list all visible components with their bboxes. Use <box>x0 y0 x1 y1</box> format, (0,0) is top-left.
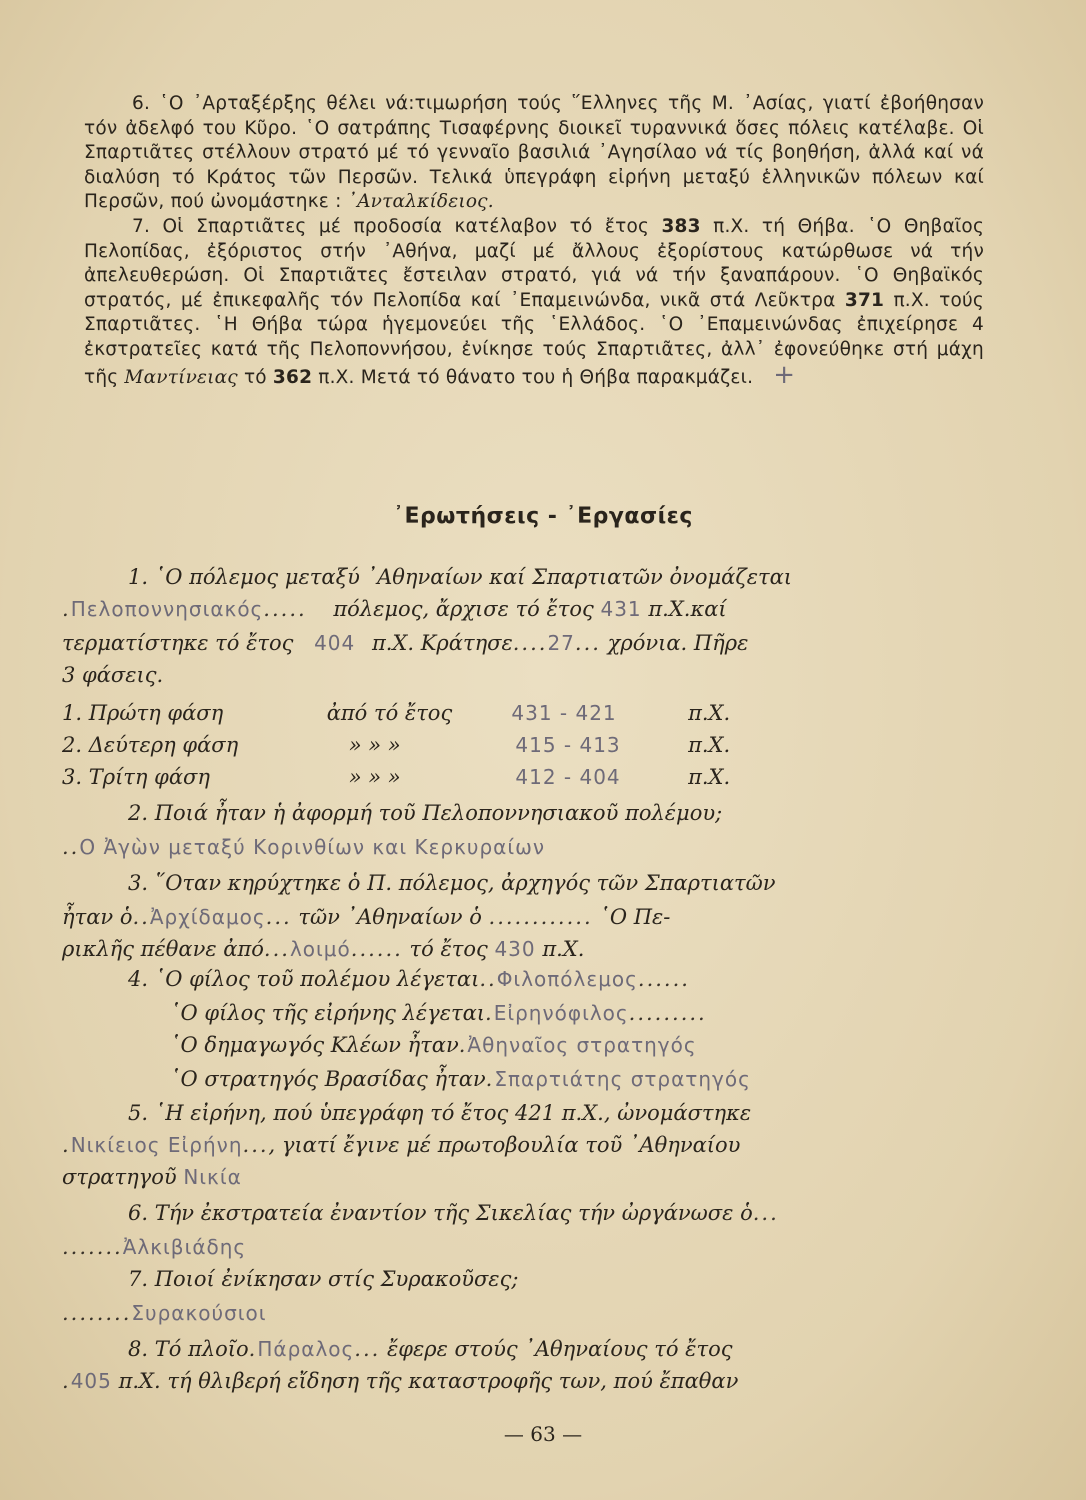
handwritten-answer[interactable]: Πάραλος <box>257 1337 355 1361</box>
section-title: ᾿Ερωτήσεις - ᾿Εργασίες <box>393 504 693 529</box>
handwritten-answer[interactable]: Ἀθηναῖος στρατηγός <box>467 1033 697 1057</box>
anthalkidios-term: ᾿Ανταλκίδειος. <box>347 191 494 213</box>
q2-answer-line <box>62 832 982 862</box>
blank-dots: . <box>485 1067 495 1091</box>
p7-text: 7. Οἱ Σπαρτιᾶτες μέ προδοσία κατέλαβον τό ἔτος <box>132 215 650 237</box>
p7-text: θάνατο του ἡ Θήβα παρακμάζει. <box>445 366 754 388</box>
blank-dots: . <box>458 1033 468 1057</box>
blank-dots: ....... <box>62 1235 123 1259</box>
q1-line-3 <box>62 628 982 658</box>
handwritten-answer[interactable]: 430 <box>494 937 536 961</box>
q1-line-2 <box>62 594 982 624</box>
p7-text: νά τήν ἀπελευθερώση. Οἱ Σπαρτιᾶτες ἔστειλαν στρατό, γιά νά τήν ξαναπάρουν. <box>84 240 984 287</box>
handwritten-answer[interactable]: Φιλοπόλεμος <box>496 967 638 991</box>
q4-line-3 <box>170 1030 1086 1060</box>
p7-text: Θηβαῖος Πελοπίδας, ἐξόριστος στήν ᾿Αθήνα, μαζί μέ ἄλλους ἐξορίστους κατώρθωσε <box>84 215 984 262</box>
year-383: 383 <box>661 215 701 237</box>
q1-text: χρόνια. Πῆρε <box>607 631 749 655</box>
blank-dots: . <box>62 1133 71 1157</box>
handwritten-answer[interactable]: Νικία <box>183 1165 242 1189</box>
phase-label: 3. Τρίτη φάση <box>62 765 210 789</box>
phase-px: π.Χ. <box>688 701 731 725</box>
q7-answer-line <box>62 1298 982 1328</box>
phase-label: 1. Πρώτη φάση <box>62 701 224 725</box>
q5-line-1 <box>128 1098 1048 1128</box>
q2-text: 2. Ποιά ἦταν ἡ ἀφορμή τοῦ Πελοποννησιακοῦ πολέμου; <box>128 801 723 825</box>
q4-text: ῾Ο στρατηγός Βρασίδας ἦταν <box>170 1067 486 1091</box>
p7-text: τό <box>243 366 267 388</box>
handwritten-answer[interactable]: Ἀλκιβιάδης <box>122 1235 247 1259</box>
blank-dots: .... <box>512 631 548 655</box>
q4-line-4 <box>170 1064 1086 1094</box>
p7-text: π.Χ. τούς Σπαρτιᾶτες. ῾Η Θήβα τώρα ἡγεμονεύει τῆς ῾Ελλάδος. ῾Ο <box>84 289 984 336</box>
q4-text: ῾Ο δημαγωγός Κλέων ἦταν <box>170 1033 459 1057</box>
page-number: — 63 — <box>503 1422 583 1446</box>
q1-line-4 <box>62 660 982 690</box>
q1-text: 1. ῾Ο πόλεμος μεταξύ ᾿Αθηναίων καί Σπαρτιατῶν ὀνομάζεται <box>128 565 793 589</box>
q8-line-2 <box>62 1366 982 1396</box>
blank-dots: ... <box>354 1337 381 1361</box>
phase-label: 2. Δεύτερη φάση <box>62 733 239 757</box>
blank-dots: .. <box>132 905 150 929</box>
q4-line-2 <box>170 998 1086 1028</box>
blank-dots: . <box>62 1369 71 1393</box>
handwritten-answer[interactable]: Πελοποννησιακός <box>70 597 264 621</box>
q8-text: ἔφερε στούς ᾿Αθηναίους τό ἔτος <box>387 1337 733 1361</box>
handwritten-answer[interactable]: 404 <box>314 631 356 655</box>
q3-text: 3. ῞Οταν κηρύχτηκε ὁ Π. πόλεμος, ἀρχηγός τῶν Σπαρτιατῶν <box>128 871 776 895</box>
q8-line-1 <box>128 1334 1048 1364</box>
ditto-marks: » » » <box>348 765 401 789</box>
q3-line-3 <box>62 934 982 964</box>
q4-text: ῾Ο φίλος τῆς εἰρήνης λέγεται <box>170 1001 485 1025</box>
q8-text: π.Χ. τή θλιβερή εἴδηση τῆς καταστροφῆς των, πού ἔπαθαν <box>118 1369 739 1393</box>
q4-line-1 <box>128 964 1048 994</box>
phase-3-row <box>62 762 982 792</box>
q1-line-1 <box>128 562 1048 592</box>
blank-dots: .. <box>62 835 80 859</box>
q3-line-1 <box>128 868 1048 898</box>
blank-dots: ... <box>263 937 290 961</box>
q7-text: 7. Ποιοί ἐνίκησαν στίς Συρακοῦσες; <box>128 1267 519 1291</box>
blank-dots: ......... <box>628 1001 707 1025</box>
q5-line-2 <box>62 1130 982 1160</box>
mantineia-term: Μαντίνειας <box>124 366 238 388</box>
blank-dots: ...... <box>350 937 403 961</box>
q1-text: τερματίστηκε τό ἔτος <box>62 631 294 655</box>
ditto-marks: » » » <box>348 733 401 757</box>
p6-line: 6. ῾Ο ᾿Αρταξέρξης θέλει νά:τιμωρήση τούς ῞Ελληνες τῆς Μ. ᾿Ασίας, γιατί <box>132 93 871 114</box>
p6-line: ὑπεγράφη εἰρήνη μεταξύ ἑλληνικῶν πόλεων καί Περσῶν, πού ὠνομάστηκε : <box>84 166 984 213</box>
blank-dots: . <box>485 1001 494 1025</box>
q5-text: 5. ῾Η εἰρήνη, πού ὑπεγράφη τό ἔτος 421 π.Χ., ὠνομάστηκε <box>128 1101 752 1125</box>
q3-text: ρικλῆς πέθανε ἀπό <box>62 937 264 961</box>
q3-line-2 <box>62 902 982 932</box>
q5-text: στρατηγοῦ <box>62 1165 177 1189</box>
q1-text: πόλεμος, ἄρχισε τό ἔτος <box>333 597 594 621</box>
blank-dots: ............ <box>488 905 593 929</box>
q7-line <box>128 1264 1048 1294</box>
blank-dots: .. <box>479 967 497 991</box>
q3-text: τό ἔτος <box>409 937 488 961</box>
phase-px: π.Χ. <box>688 765 731 789</box>
handwritten-answer[interactable]: Νικίειος Εἰρήνη <box>70 1133 243 1157</box>
handwritten-answer[interactable]: 412 - 404 <box>515 765 621 789</box>
q3-text: ῾Ο Πε- <box>599 905 671 929</box>
q6-text: 6. Τήν ἐκστρατεία ἐναντίον τῆς Σικελίας τήν ὠργάνωσε ὁ <box>128 1201 753 1225</box>
q6-answer-line <box>62 1232 982 1262</box>
blank-dots: ... <box>265 905 292 929</box>
handwritten-answer[interactable]: Ἀρχίδαμος <box>149 905 266 929</box>
p7-text: ῾Ο Θηβαϊκός στρατός, μέ ἐπικεφαλῆς τόν Πελοπίδα καί ᾿Επαμεινώνδα, νικᾶ στά <box>84 265 984 311</box>
blank-dots: ........ <box>62 1301 132 1325</box>
p7-text: π.Χ. Μετά τό <box>318 366 440 388</box>
phase-1-row <box>62 698 982 728</box>
handwritten-answer[interactable]: Σπαρτιάτης στρατηγός <box>494 1067 751 1091</box>
q5-text: , γιατί ἔγινε μέ πρωτοβουλία τοῦ ᾿Αθηναίου <box>268 1133 741 1157</box>
q1-text: π.Χ.καί <box>648 597 727 621</box>
p6-line: ᾿Αγησίλαο νά τίς βοηθήση, ἀλλά καί νά διαλύση τό Κράτος τῶν Περσῶν. Τελικά <box>84 142 984 188</box>
blank-dots: ... <box>752 1201 779 1225</box>
q1-text: π.Χ. Κράτησε <box>371 631 513 655</box>
blank-dots: ...... <box>637 967 690 991</box>
handwritten-answer[interactable]: Εἰρηνόφιλος <box>493 1001 629 1025</box>
handwritten-answer[interactable]: λοιμό <box>289 937 351 961</box>
blank-dots: ... <box>574 631 601 655</box>
q3-text: τῶν ᾿Αθηναίων ὁ <box>298 905 482 929</box>
handwritten-answer[interactable]: Συρακούσιοι <box>131 1301 267 1325</box>
handwritten-answer[interactable]: 415 - 413 <box>515 733 621 757</box>
end-cross-mark: + <box>773 359 796 390</box>
q6-line-1 <box>128 1198 1048 1228</box>
year-371: 371 <box>844 289 885 311</box>
p7-text: ᾿Επαμεινώνδας ἐπιχείρησε 4 ἐκστρατεῖες κατά τῆς Πελοποννήσου, ἐνίκησε τούς <box>84 314 984 360</box>
paragraph-6 <box>84 92 984 215</box>
q8-text: 8. Τό πλοῖο <box>128 1337 249 1361</box>
handwritten-answer[interactable]: 27 <box>547 631 575 655</box>
handwritten-answer[interactable]: 405 <box>70 1369 112 1393</box>
p6-line: πόλεις κατέλαβε. Οἱ Σπαρτιᾶτες στέλλουν στρατό μέ τό γενναῖο βασιλιά <box>84 117 984 164</box>
q3-text: π.Χ. <box>542 937 585 961</box>
paragraph-7 <box>84 215 984 390</box>
q5-line-3 <box>62 1162 982 1192</box>
handwritten-answer[interactable]: 431 <box>600 597 642 621</box>
p7-text: π.Χ. τή Θήβα. ῾Ο <box>713 215 892 237</box>
year-362: 362 <box>272 366 313 388</box>
blank-dots: . <box>248 1337 258 1361</box>
p7-text: Λεῦκτρα <box>754 289 836 311</box>
phase-px: π.Χ. <box>688 733 731 757</box>
blank-dots: ... <box>242 1133 269 1157</box>
q3-text: ἦταν ὁ <box>62 905 133 929</box>
p6-line: ἐβοήθησαν τόν ἀδελφό του Κῦρο. ῾Ο σατράπης Τισαφέρνης διοικεῖ τυραννικά ὅσες <box>84 93 984 139</box>
phase-2-row <box>62 730 982 760</box>
blank-dots: . <box>62 597 71 621</box>
p7-text: Σπαρτιᾶτες, ἀλλ᾿ ἐφονεύθηκε στή μάχη τῆς <box>84 338 984 388</box>
q2-line <box>128 798 1048 828</box>
phase-from: ἀπό τό ἔτος <box>326 701 453 725</box>
q1-text: 3 φάσεις. <box>62 663 164 687</box>
q4-text: 4. ῾Ο φίλος τοῦ πολέμου λέγεται <box>128 967 480 991</box>
printed-text-block <box>84 92 984 390</box>
handwritten-answer[interactable]: 431 - 421 <box>511 701 617 725</box>
handwritten-answer[interactable]: Ο Ἀγὼν μεταξύ Κορινθίων και Κερκυραίων <box>79 835 546 859</box>
blank-dots: ..... <box>263 597 307 621</box>
